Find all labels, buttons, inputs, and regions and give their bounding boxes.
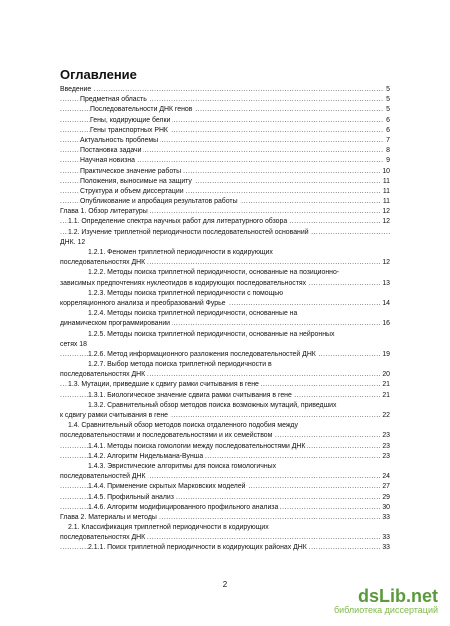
toc-entry[interactable] bbox=[60, 330, 390, 340]
toc-entry-title: 1.2.3. Методы поиска триплетной периодичности с помощью bbox=[88, 289, 284, 297]
toc-entry[interactable] bbox=[60, 105, 390, 115]
toc-entry[interactable] bbox=[60, 136, 390, 146]
toc-entry[interactable] bbox=[60, 228, 390, 238]
watermark-subtitle: библиотека диссертаций bbox=[333, 605, 438, 615]
toc-entry-title: последовательностях ДНК bbox=[60, 371, 146, 379]
toc-entry[interactable] bbox=[60, 268, 390, 278]
toc-entry-page: 12 bbox=[380, 258, 390, 268]
toc-entry-title: 1.2.6. Метод информационного разложения последовательностей ДНК bbox=[88, 350, 316, 358]
toc-entry-title: 1.4.6. Алгоритм модифицированного профильного анализа bbox=[88, 503, 279, 511]
toc-entry[interactable] bbox=[60, 493, 390, 503]
toc-entry-title: 2.1.1. Поиск триплетной периодичности в кодирующих районах ДНК bbox=[88, 544, 307, 552]
toc-entry-title: ДНК. 12 bbox=[60, 238, 86, 246]
toc-entry[interactable] bbox=[60, 543, 390, 553]
toc-entry[interactable] bbox=[60, 207, 390, 217]
toc-entry-title: динамическом программировании bbox=[60, 320, 171, 328]
toc-entry-title: Последовательности ДНК генов bbox=[90, 106, 193, 114]
toc-entry[interactable] bbox=[60, 533, 390, 543]
toc-entry-page: 33 bbox=[380, 543, 390, 553]
toc-entry-title: 1.4. Сравнительный обзор методов поиска отдаленного подобия между bbox=[68, 422, 298, 430]
toc-entry-page: 9 bbox=[384, 156, 390, 166]
toc-entry[interactable] bbox=[60, 279, 390, 289]
toc-entry-page: 6 bbox=[384, 126, 390, 136]
toc-entry-title: 1.3.1. Биологическое значение сдвига рамки считывания в гене bbox=[88, 391, 292, 399]
toc-entry-title: 1.2.7. Выбор метода поиска триплетной периодичности в bbox=[88, 361, 272, 369]
toc-entry[interactable] bbox=[60, 85, 390, 95]
toc-entry-title: зависимых предпочтениях нуклеотидов в кодирующих последовательностях bbox=[60, 279, 307, 287]
toc-entry-page: 12 bbox=[380, 207, 390, 217]
toc-entry-page: 11 bbox=[381, 177, 390, 187]
toc-entry-page: 27 bbox=[380, 482, 390, 492]
toc-entry-title: 1.4.3. Эвристические алгоритмы для поиска гомологичных bbox=[88, 462, 277, 470]
toc-entry[interactable] bbox=[60, 156, 390, 166]
toc-entry[interactable] bbox=[60, 248, 390, 258]
toc-entry[interactable] bbox=[60, 187, 390, 197]
toc-entry[interactable] bbox=[60, 482, 390, 492]
toc-entry[interactable] bbox=[60, 513, 390, 523]
toc-entry-page: 16 bbox=[380, 319, 390, 329]
toc-entry-page: 5 bbox=[384, 105, 390, 115]
toc-entry-page: 11 bbox=[381, 197, 390, 207]
toc-entry-title: последовательностей ДНК bbox=[60, 473, 146, 481]
toc-entry-page: 30 bbox=[380, 503, 390, 513]
toc-entry[interactable] bbox=[60, 350, 390, 360]
toc-entry-title: корреляционного анализа и преобразований Фурье bbox=[60, 299, 226, 307]
table-of-contents bbox=[60, 85, 390, 554]
toc-entry-title: Практическое значение работы bbox=[80, 167, 182, 175]
toc-entry[interactable] bbox=[60, 299, 390, 309]
toc-entry-title: Актуальность проблемы bbox=[80, 136, 159, 144]
toc-entry[interactable] bbox=[60, 391, 390, 401]
toc-entry[interactable] bbox=[60, 421, 390, 431]
watermark-logo: dsLib.net bbox=[358, 586, 438, 606]
toc-entry[interactable] bbox=[60, 217, 390, 227]
toc-entry-page: 24 bbox=[380, 472, 390, 482]
toc-entry[interactable] bbox=[60, 238, 390, 248]
toc-entry[interactable] bbox=[60, 452, 390, 462]
toc-entry-page: 6 bbox=[384, 116, 390, 126]
toc-entry[interactable] bbox=[60, 197, 390, 207]
toc-entry-page: 14 bbox=[380, 299, 390, 309]
toc-entry-title: Введение bbox=[60, 86, 92, 93]
toc-entry-title: последовательностях ДНК bbox=[60, 534, 146, 542]
page-number: 2 bbox=[222, 580, 228, 589]
toc-entry[interactable] bbox=[60, 503, 390, 513]
toc-entry-title: 1.4.2. Алгоритм Нидельмана-Вунша bbox=[88, 452, 204, 460]
toc-entry-title: Структура и объем диссертации bbox=[80, 187, 184, 195]
toc-entry-page: 7 bbox=[384, 136, 390, 146]
toc-entry[interactable] bbox=[60, 319, 390, 329]
toc-entry[interactable] bbox=[60, 523, 390, 533]
toc-entry-title: Гены, кодирующие белки bbox=[90, 116, 171, 124]
toc-entry[interactable] bbox=[60, 95, 390, 105]
toc-entry[interactable] bbox=[60, 258, 390, 268]
toc-entry-page: 23 bbox=[380, 431, 390, 441]
toc-entry-page: 8 bbox=[384, 146, 390, 156]
toc-entry-title: 1.3.2. Сравнительный обзор методов поиска возможных мутаций, приведших bbox=[88, 401, 337, 409]
toc-entry-title: Глава 2. Материалы и методы bbox=[60, 513, 157, 521]
toc-entry-title: Положения, выносимые на защиту bbox=[80, 177, 192, 185]
toc-entry-page: 13 bbox=[380, 279, 390, 289]
toc-entry[interactable] bbox=[60, 442, 390, 452]
toc-entry-title: последовательностями и последовательностями и их семейством bbox=[60, 432, 273, 440]
toc-entry[interactable] bbox=[60, 289, 390, 299]
toc-entry[interactable] bbox=[60, 431, 390, 441]
toc-entry-title: 1.1. Определение спектра научных работ для литературного обзора bbox=[68, 218, 288, 226]
toc-entry-page: 12 bbox=[380, 217, 390, 227]
toc-entry-page: 5 bbox=[384, 95, 390, 105]
toc-entry-page: 20 bbox=[380, 370, 390, 380]
toc-entry-title: 2.1. Классификация триплетной периодичности в кодирующих bbox=[68, 524, 269, 532]
toc-entry[interactable] bbox=[60, 360, 390, 370]
toc-entry-title: к сдвигу рамки считывания в гене bbox=[60, 412, 168, 419]
toc-entry-page: 19 bbox=[380, 350, 390, 360]
toc-entry-title: 1.4.5. Профильный анализ bbox=[88, 493, 174, 501]
toc-entry-title: 1.4.1. Методы поиска гомологии между последовательностями ДНК bbox=[88, 442, 306, 450]
toc-entry-title: Опубликование и апробация результатов работы bbox=[80, 198, 238, 206]
toc-entry-title: 1.3. Мутации, приведшие к сдвигу рамки считывания в гене bbox=[68, 381, 259, 389]
toc-entry[interactable] bbox=[60, 462, 390, 472]
toc-entry-title: 1.2.4. Методы поиска триплетной периодичности, основанные на bbox=[88, 310, 298, 318]
toc-entry-page: 11 bbox=[381, 187, 390, 197]
toc-entry-page: 29 bbox=[380, 493, 390, 503]
toc-entry[interactable] bbox=[60, 370, 390, 380]
toc-entry-title: 1.2. Изучение триплетной периодичности последовательностей оснований bbox=[68, 228, 309, 236]
toc-entry-page: 10 bbox=[380, 167, 390, 177]
toc-entry-page: 23 bbox=[380, 452, 390, 462]
toc-entry[interactable] bbox=[60, 177, 390, 187]
toc-entry-page: 5 bbox=[384, 85, 390, 95]
watermark bbox=[334, 586, 438, 615]
toc-entry-title: Гены транспортных РНК bbox=[90, 126, 168, 134]
toc-entry[interactable] bbox=[60, 472, 390, 482]
toc-entry[interactable] bbox=[60, 340, 390, 350]
toc-entry-title: 1.2.2. Методы поиска триплетной периодичности, основанные на позиционно- bbox=[88, 269, 340, 277]
toc-entry[interactable] bbox=[60, 116, 390, 126]
toc-entry[interactable] bbox=[60, 167, 390, 177]
toc-entry-page: 33 bbox=[380, 533, 390, 543]
toc-entry[interactable] bbox=[60, 411, 390, 421]
toc-entry-title: сетях 18 bbox=[60, 340, 87, 348]
toc-entry-title: Постановка задачи bbox=[80, 147, 142, 155]
toc-entry-title: 1.4.4. Применение скрытых Марковских моделей bbox=[88, 483, 246, 491]
toc-entry-title: Предметная область bbox=[80, 96, 147, 104]
toc-entry[interactable] bbox=[60, 309, 390, 319]
toc-entry[interactable] bbox=[60, 401, 390, 411]
toc-entry-page: 22 bbox=[380, 411, 390, 421]
toc-entry-page: 21 bbox=[380, 391, 390, 401]
toc-entry-title: Глава 1. Обзор литературы bbox=[60, 208, 148, 216]
toc-entry-page: 33 bbox=[380, 513, 390, 523]
toc-entry-title: последовательностях ДНК bbox=[60, 259, 146, 267]
toc-entry-title: Научная новизна bbox=[80, 157, 135, 165]
page-title: Оглавление bbox=[60, 67, 137, 82]
toc-entry-page: 21 bbox=[380, 380, 390, 390]
toc-entry-title: 1.2.5. Методы поиска триплетной периодичности, основанные на нейронных bbox=[88, 330, 335, 338]
toc-entry[interactable] bbox=[60, 126, 390, 136]
toc-entry[interactable] bbox=[60, 380, 390, 390]
toc-entry[interactable] bbox=[60, 146, 390, 156]
toc-entry-title: 1.2.1. Феномен триплетной периодичности в кодирующих bbox=[88, 249, 273, 256]
toc-entry-page: 23 bbox=[380, 442, 390, 452]
